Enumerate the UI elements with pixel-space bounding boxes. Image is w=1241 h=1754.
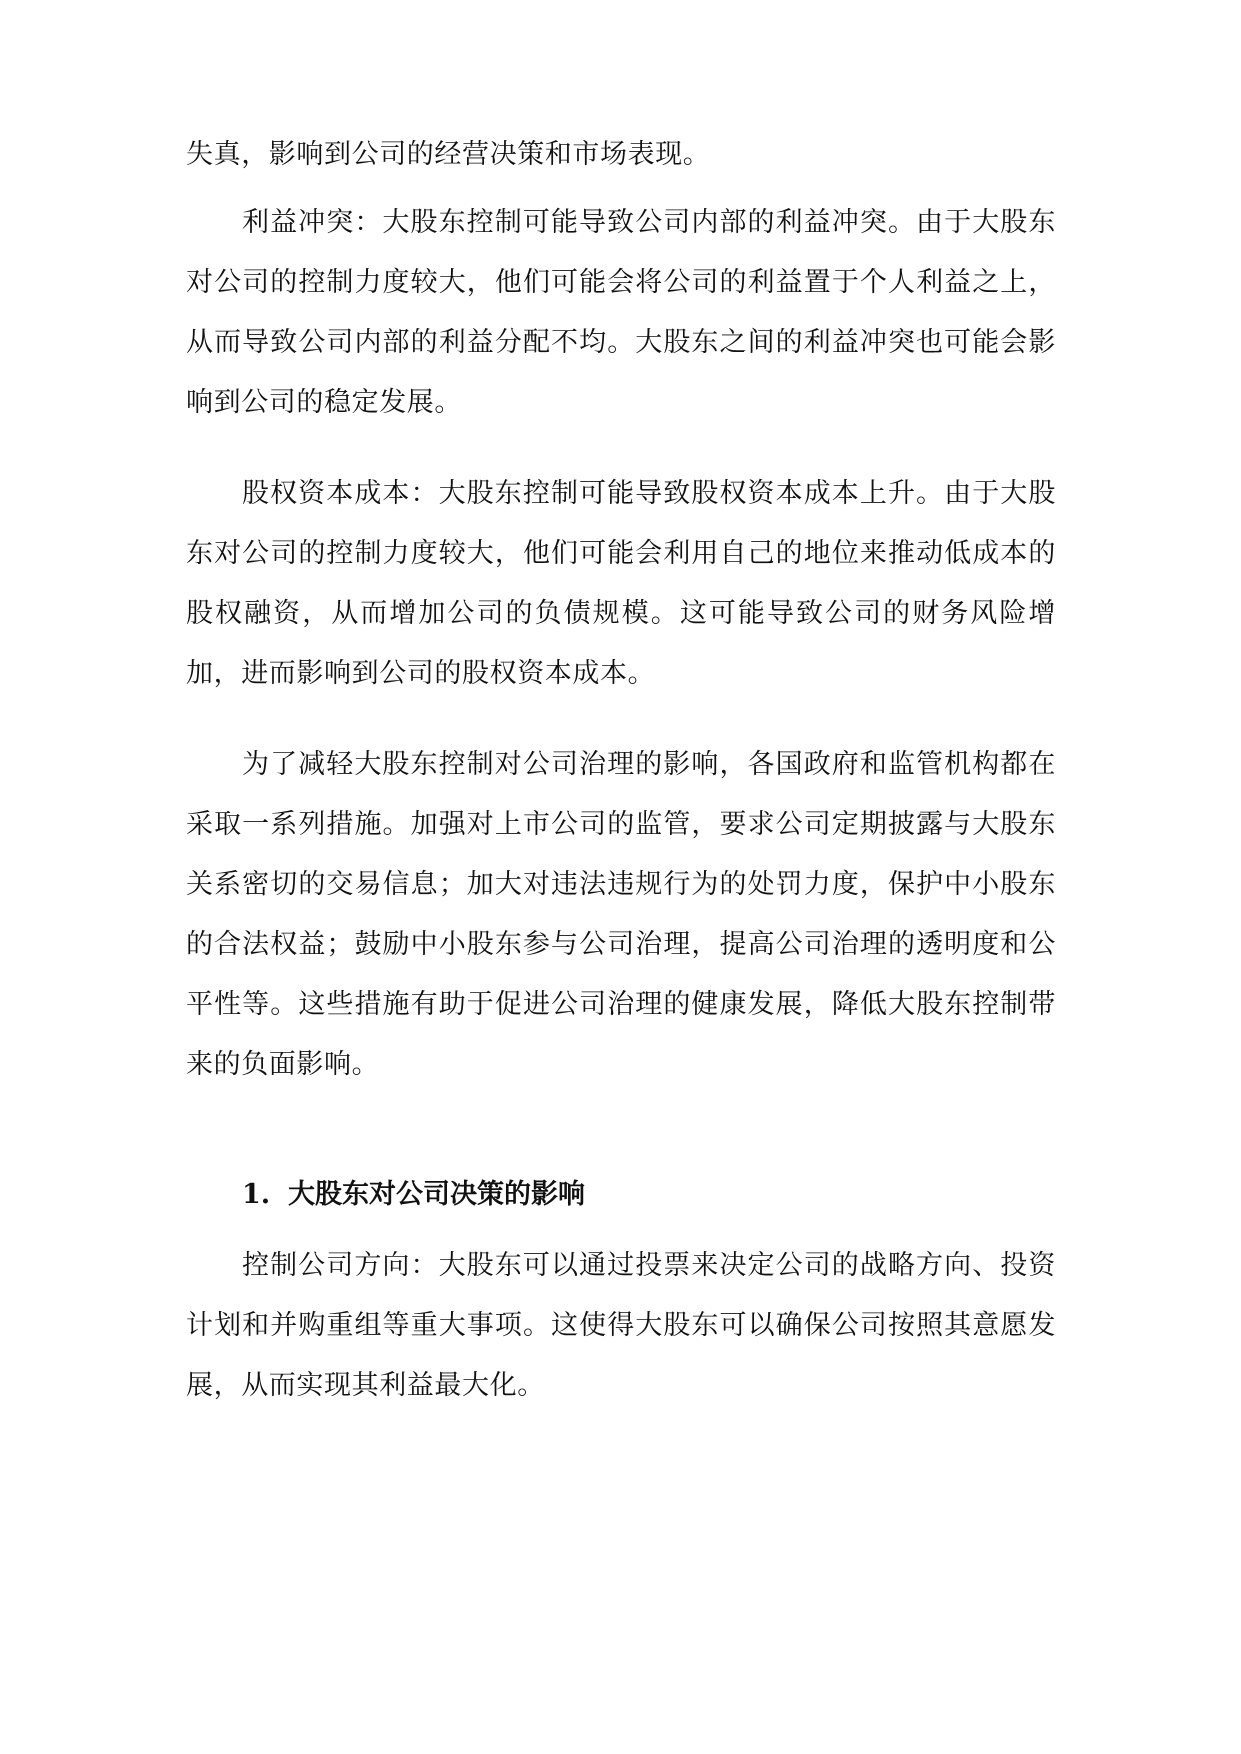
paragraph-regulatory-measures: 为了减轻大股东控制对公司治理的影响，各国政府和监管机构都在采取一系列措施。加强对上市公司的监管，要求公司定期披露与大股东关系密切的交易信息；加大对违法违规行为的处罚力度，保护中小股东的合法权益；鼓励中小股东参与公司治理，提高公司治理的透明度和公平性等。这些措施有助于促进公司治理的健康发展，降低大股东控制带来的负面影响。 (186, 749, 1056, 1080)
paragraph-continuation: 失真，影响到公司的经营决策和市场表现。 (186, 139, 711, 170)
section-heading-title: 大股东对公司决策的影响 (288, 1179, 585, 1210)
paragraph-interest-conflict: 利益冲突：大股东控制可能导致公司内部的利益冲突。由于大股东对公司的控制力度较大，他们可能会将公司的利益置于个人利益之上，从而导致公司内部的利益分配不均。大股东之间的利益冲突也可能会影响到公司的稳定发展。 (186, 207, 1056, 418)
section-heading-number: 1. (242, 1179, 271, 1210)
paragraph-company-direction: 控制公司方向：大股东可以通过投票来决定公司的战略方向、投资计划和并购重组等重大事项。这使得大股东可以确保公司按照其意愿发展，从而实现其利益最大化。 (186, 1250, 1056, 1401)
paragraph-equity-capital-cost: 股权资本成本：大股东控制可能导致股权资本成本上升。由于大股东对公司的控制力度较大，他们可能会利用自己的地位来推动低成本的股权融资，从而增加公司的负债规模。这可能导致公司的财务风险增加，进而影响到公司的股权资本成本。 (186, 478, 1056, 689)
section-heading (242, 1165, 585, 1225)
